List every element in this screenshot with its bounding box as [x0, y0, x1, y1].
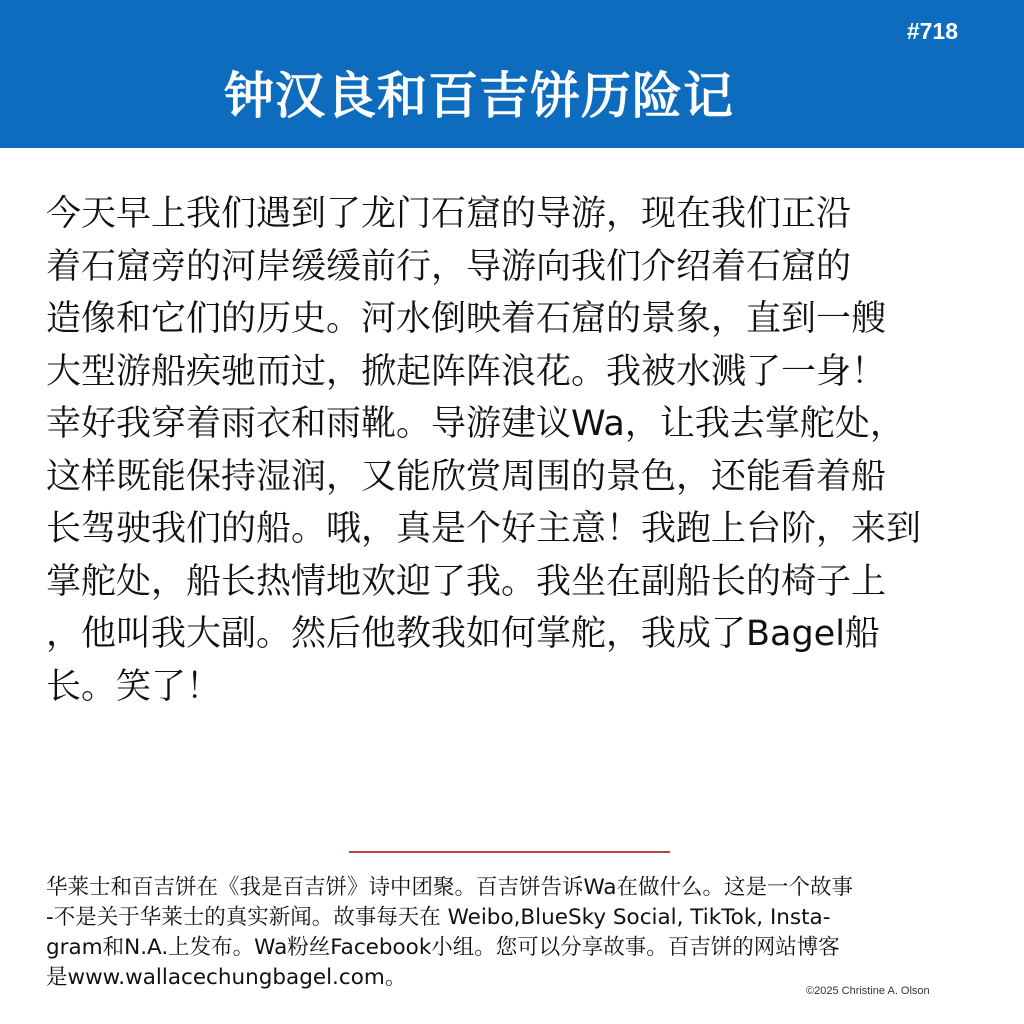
- story-line: 掌舵处，船长热情地欢迎了我。我坐在副船长的椅子上: [46, 561, 887, 602]
- footer-line: 华莱士和百吉饼在《我是百吉饼》诗中团聚。百吉饼告诉Wa在做什么。这是一个故事: [46, 875, 854, 900]
- story-line: 大型游船疾驰而过，掀起阵阵浪花。我被水溅了一身！: [46, 351, 887, 392]
- story-text: [46, 188, 982, 713]
- story-line: 这样既能保持湿润，又能欣赏周围的景色，还能看着船: [46, 456, 887, 497]
- page-title: 钟汉良和百吉饼历险记: [224, 67, 734, 125]
- story-line: 长。笑了！: [46, 666, 222, 707]
- footer-note: [46, 873, 982, 993]
- divider: [349, 851, 670, 853]
- footer-line: 是www.wallacechungbagel.com。: [46, 965, 407, 990]
- footer-line: gram和N.A.上发布。Wa粉丝Facebook小组。您可以分享故事。百吉饼的网站博客: [46, 935, 840, 960]
- story-line: 今天早上我们遇到了龙门石窟的导游，现在我们正沿: [46, 194, 852, 234]
- copyright-notice: ©2025 Christine A. Olson: [806, 985, 930, 997]
- issue-number: #718: [906, 18, 958, 44]
- story-line: 长驾驶我们的船。哦，真是个好主意！我跑上台阶，来到: [46, 509, 922, 549]
- story-line: 着石窟旁的河岸缓缓前行，导游向我们介绍着石窟的: [46, 246, 852, 287]
- story-line: 造像和它们的历史。河水倒映着石窟的景象，直到一艘: [46, 299, 887, 339]
- footer-line: -不是关于华莱士的真实新闻。故事每天在 Weibo,BlueSky Social, TikTok, Insta-: [46, 905, 831, 930]
- story-line: ，他叫我大副。然后他教我如何掌舵，我成了Bagel船: [46, 614, 880, 654]
- story-line: 幸好我穿着雨衣和雨靴。导游建议Wa，让我去掌舵处，: [46, 404, 905, 444]
- header-banner: [0, 0, 1024, 148]
